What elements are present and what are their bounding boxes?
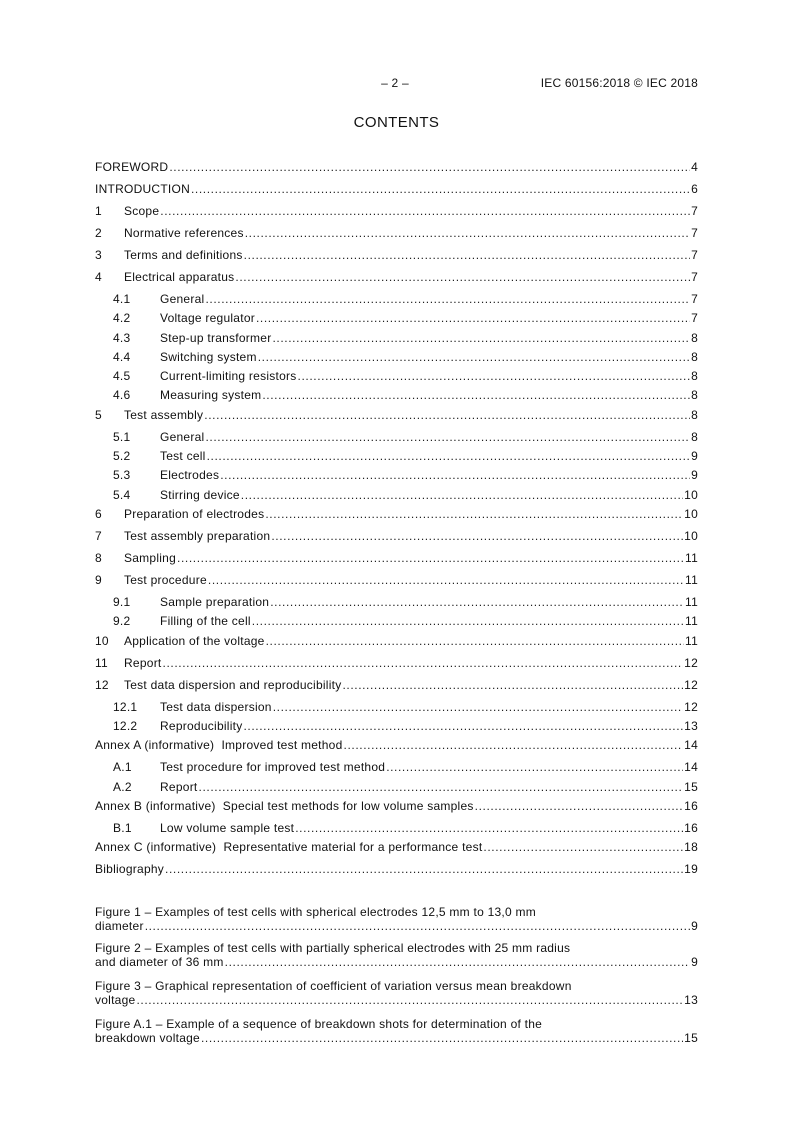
toc-entry-foreword[interactable] xyxy=(95,158,698,174)
toc-entry-label: Report xyxy=(124,656,162,670)
figure-entry-page: 15 xyxy=(684,1031,698,1045)
figure-entry-page: 9 xyxy=(691,919,698,933)
leader-dots xyxy=(177,551,684,565)
figure-entry-title-cont: breakdown voltage xyxy=(95,1031,200,1045)
toc-entry-page: 9 xyxy=(691,468,698,482)
toc-entry-9[interactable] xyxy=(95,571,698,587)
toc-entry-page: 8 xyxy=(691,331,698,345)
toc-entry-number: B.1 xyxy=(113,821,132,835)
toc-entry-label: Bibliography xyxy=(95,862,165,876)
leader-dots xyxy=(165,862,683,876)
toc-entry-number: 10 xyxy=(95,634,109,648)
leader-dots xyxy=(256,311,690,325)
leader-dots xyxy=(270,595,684,609)
toc-entry-6[interactable] xyxy=(95,505,698,521)
toc-entry-page: 11 xyxy=(685,551,698,565)
toc-entry-label: Low volume sample test xyxy=(160,821,295,835)
toc-entry-11[interactable] xyxy=(95,654,698,670)
toc-entry-page: 13 xyxy=(684,719,698,733)
toc-entry-7[interactable] xyxy=(95,527,698,543)
leader-dots xyxy=(163,656,684,670)
toc-entry-page: 11 xyxy=(685,595,698,609)
leader-dots xyxy=(258,350,690,364)
toc-entry-page: 14 xyxy=(684,760,698,774)
toc-entry-label: Test data dispersion xyxy=(160,700,272,714)
toc-entry-number: 12.2 xyxy=(113,719,138,733)
leader-dots xyxy=(160,204,690,218)
figure-entry-title-cont: voltage xyxy=(95,993,136,1007)
toc-entry-number: 4.1 xyxy=(113,292,131,306)
toc-entry-2[interactable] xyxy=(95,224,698,240)
toc-entry-label: Filling of the cell xyxy=(160,614,251,628)
toc-entry-5-4[interactable] xyxy=(95,486,698,502)
leader-dots xyxy=(265,507,683,521)
toc-entry-label: Scope xyxy=(124,204,160,218)
page-title: CONTENTS xyxy=(353,114,440,131)
leader-dots xyxy=(295,821,683,835)
toc-entry-label: Preparation of electrodes xyxy=(124,507,265,521)
leader-dots xyxy=(344,738,684,752)
figure-entry-3[interactable] xyxy=(95,979,698,1007)
toc-entry-1[interactable] xyxy=(95,202,698,218)
toc-entry-5-3[interactable] xyxy=(95,466,698,482)
figure-entry-title: Figure 1 – Examples of test cells with spherical electrodes 12,5 mm to 13,0 mm xyxy=(95,905,537,919)
toc-entry-annex-a[interactable] xyxy=(95,736,698,752)
toc-entry-10[interactable] xyxy=(95,632,698,648)
toc-entry-4[interactable] xyxy=(95,268,698,284)
toc-entry-5-1[interactable] xyxy=(95,428,698,444)
toc-entry-page: 11 xyxy=(685,614,698,628)
toc-entry-page: 4 xyxy=(691,160,698,174)
toc-entry-number: 8 xyxy=(95,551,102,565)
figure-entry-page: 9 xyxy=(691,955,698,969)
toc-entry-label: FOREWORD xyxy=(95,160,169,174)
toc-entry-number: 1 xyxy=(95,204,102,218)
leader-dots xyxy=(207,449,690,463)
toc-entry-number: 5.3 xyxy=(113,468,131,482)
leader-dots xyxy=(199,780,684,794)
leader-dots xyxy=(235,270,690,284)
leader-dots xyxy=(266,634,684,648)
leader-dots xyxy=(243,719,683,733)
toc-entry-label: Electrodes xyxy=(160,468,220,482)
toc-entry-page: 18 xyxy=(684,840,698,854)
toc-entry-label: Annex B (informative) Special test methods for low volume samples xyxy=(95,799,474,813)
toc-entry-label: Stirring device xyxy=(160,488,240,502)
toc-entry-label: Test procedure for improved test method xyxy=(160,760,386,774)
toc-entry-label: General xyxy=(160,430,205,444)
leader-dots xyxy=(241,488,683,502)
leader-dots xyxy=(475,799,683,813)
toc-entry-12-1[interactable] xyxy=(95,698,698,714)
leader-dots xyxy=(220,468,690,482)
leader-dots xyxy=(273,700,683,714)
toc-entry-page: 8 xyxy=(691,388,698,402)
figure-entry-title: Figure 3 – Graphical representation of coefficient of variation versus mean breakdown xyxy=(95,979,572,993)
toc-entry-label: Sample preparation xyxy=(160,595,270,609)
toc-entry-number: 5 xyxy=(95,408,102,422)
leader-dots xyxy=(204,408,690,422)
leader-dots xyxy=(169,160,690,174)
toc-entry-a-2[interactable] xyxy=(95,778,698,794)
toc-entry-4-2[interactable] xyxy=(95,309,698,325)
toc-entry-number: 12 xyxy=(95,678,109,692)
toc-entry-page: 10 xyxy=(684,529,698,543)
toc-entry-number: A.2 xyxy=(113,780,132,794)
page-header-number: – 2 – xyxy=(381,76,409,90)
toc-entry-9-2[interactable] xyxy=(95,612,698,628)
toc-entry-label: Terms and definitions xyxy=(124,248,243,262)
toc-entry-8[interactable] xyxy=(95,549,698,565)
page-header-standard: IEC 60156:2018 © IEC 2018 xyxy=(540,76,698,90)
toc-entry-page: 8 xyxy=(691,408,698,422)
leader-dots xyxy=(298,369,691,383)
toc-entry-page: 19 xyxy=(684,862,698,876)
toc-entry-5[interactable] xyxy=(95,406,698,422)
toc-entry-3[interactable] xyxy=(95,246,698,262)
figure-entry-title-cont: and diameter of 36 mm xyxy=(95,955,224,969)
toc-entry-label: Switching system xyxy=(160,350,257,364)
toc-entry-number: 4.3 xyxy=(113,331,131,345)
leader-dots xyxy=(245,226,690,240)
toc-entry-number: 12.1 xyxy=(113,700,138,714)
toc-entry-label: Sampling xyxy=(124,551,177,565)
toc-entry-4-4[interactable] xyxy=(95,348,698,364)
toc-entry-number: 4.6 xyxy=(113,388,131,402)
toc-entry-label: INTRODUCTION xyxy=(95,182,190,196)
toc-entry-label: Report xyxy=(160,780,198,794)
leader-dots xyxy=(191,182,690,196)
toc-entry-page: 16 xyxy=(684,799,698,813)
figure-entry-title: Figure 2 – Examples of test cells with partially spherical electrodes with 25 mm radius xyxy=(95,941,571,955)
toc-entry-label: Voltage regulator xyxy=(160,311,255,325)
toc-entry-label: Test assembly xyxy=(124,408,204,422)
toc-entry-page: 11 xyxy=(685,634,698,648)
toc-entry-label: Reproducibility xyxy=(160,719,243,733)
toc-entry-number: 7 xyxy=(95,529,102,543)
leader-dots xyxy=(244,248,690,262)
toc-entry-a-1[interactable] xyxy=(95,758,698,774)
leader-dots xyxy=(205,292,690,306)
toc-entry-label: Test procedure xyxy=(124,573,207,587)
toc-entry-page: 11 xyxy=(685,573,698,587)
leader-dots xyxy=(342,678,683,692)
toc-entry-page: 9 xyxy=(691,449,698,463)
leader-dots xyxy=(272,331,690,345)
toc-entry-number: 9.2 xyxy=(113,614,131,628)
toc-entry-4-5[interactable] xyxy=(95,367,698,383)
figure-entry-title-cont: diameter xyxy=(95,919,144,933)
toc-entry-number: 4.2 xyxy=(113,311,131,325)
toc-entry-page: 8 xyxy=(691,369,698,383)
toc-entry-label: Annex A (informative) Improved test method xyxy=(95,738,343,752)
toc-entry-page: 15 xyxy=(684,780,698,794)
toc-entry-12-2[interactable] xyxy=(95,717,698,733)
leader-dots xyxy=(271,529,683,543)
toc-entry-label: Normative references xyxy=(124,226,244,240)
toc-entry-page: 14 xyxy=(684,738,698,752)
toc-entry-label: Test assembly preparation xyxy=(124,529,271,543)
toc-entry-label: Test data dispersion and reproducibility xyxy=(124,678,342,692)
toc-entry-number: 9.1 xyxy=(113,595,131,609)
toc-entry-number: 5.2 xyxy=(113,449,131,463)
toc-entry-b-1[interactable] xyxy=(95,819,698,835)
leader-dots xyxy=(201,1031,683,1045)
figure-entry-title: Figure A.1 – Example of a sequence of breakdown shots for determination of the xyxy=(95,1017,543,1031)
toc-entry-number: 4.5 xyxy=(113,369,131,383)
leader-dots xyxy=(262,388,690,402)
toc-entry-4-1[interactable] xyxy=(95,290,698,306)
toc-entry-page: 7 xyxy=(691,248,698,262)
toc-entry-page: 12 xyxy=(684,656,698,670)
toc-entry-4-3[interactable] xyxy=(95,329,698,345)
toc-entry-page: 8 xyxy=(691,430,698,444)
toc-entry-number: 9 xyxy=(95,573,102,587)
toc-entry-page: 10 xyxy=(684,488,698,502)
toc-entry-label: Measuring system xyxy=(160,388,262,402)
toc-entry-number: 4.4 xyxy=(113,350,131,364)
figure-entry-a-1[interactable] xyxy=(95,1017,698,1045)
toc-entry-label: Application of the voltage xyxy=(124,634,265,648)
leader-dots xyxy=(386,760,683,774)
toc-entry-label: Current-limiting resistors xyxy=(160,369,297,383)
toc-entry-number: 6 xyxy=(95,507,102,521)
figure-entry-1[interactable] xyxy=(95,905,698,933)
toc-entry-number: 11 xyxy=(95,656,108,670)
toc-entry-page: 12 xyxy=(684,678,698,692)
toc-entry-page: 7 xyxy=(691,226,698,240)
toc-entry-page: 8 xyxy=(691,350,698,364)
toc-entry-page: 10 xyxy=(684,507,698,521)
toc-entry-annex-b[interactable] xyxy=(95,797,698,813)
leader-dots xyxy=(225,955,690,969)
toc-entry-5-2[interactable] xyxy=(95,447,698,463)
toc-entry-number: 5.4 xyxy=(113,488,131,502)
figure-entry-page: 13 xyxy=(684,993,698,1007)
leader-dots xyxy=(208,573,684,587)
toc-entry-label: General xyxy=(160,292,205,306)
figure-entry-2[interactable] xyxy=(95,941,698,969)
toc-entry-page: 7 xyxy=(691,204,698,218)
leader-dots xyxy=(205,430,690,444)
toc-entry-number: 3 xyxy=(95,248,102,262)
toc-entry-label: Electrical apparatus xyxy=(124,270,235,284)
toc-entry-12[interactable] xyxy=(95,676,698,692)
toc-entry-label: Annex C (informative) Representative material for a performance test xyxy=(95,840,483,854)
leader-dots xyxy=(145,919,690,933)
toc-entry-page: 6 xyxy=(691,182,698,196)
toc-entry-page: 16 xyxy=(684,821,698,835)
leader-dots xyxy=(252,614,684,628)
toc-entry-label: Step-up transformer xyxy=(160,331,272,345)
toc-entry-9-1[interactable] xyxy=(95,593,698,609)
toc-entry-number: 4 xyxy=(95,270,102,284)
toc-entry-bibliography[interactable] xyxy=(95,860,698,876)
toc-entry-number: A.1 xyxy=(113,760,132,774)
toc-entry-label: Test cell xyxy=(160,449,206,463)
leader-dots xyxy=(483,840,683,854)
toc-entry-annex-c[interactable] xyxy=(95,838,698,854)
leader-dots xyxy=(136,993,683,1007)
toc-entry-page: 7 xyxy=(691,311,698,325)
toc-entry-introduction[interactable] xyxy=(95,180,698,196)
toc-entry-page: 7 xyxy=(691,270,698,284)
toc-entry-page: 12 xyxy=(684,700,698,714)
toc-entry-4-6[interactable] xyxy=(95,386,698,402)
toc-entry-page: 7 xyxy=(691,292,698,306)
toc-entry-number: 5.1 xyxy=(113,430,131,444)
toc-entry-number: 2 xyxy=(95,226,102,240)
